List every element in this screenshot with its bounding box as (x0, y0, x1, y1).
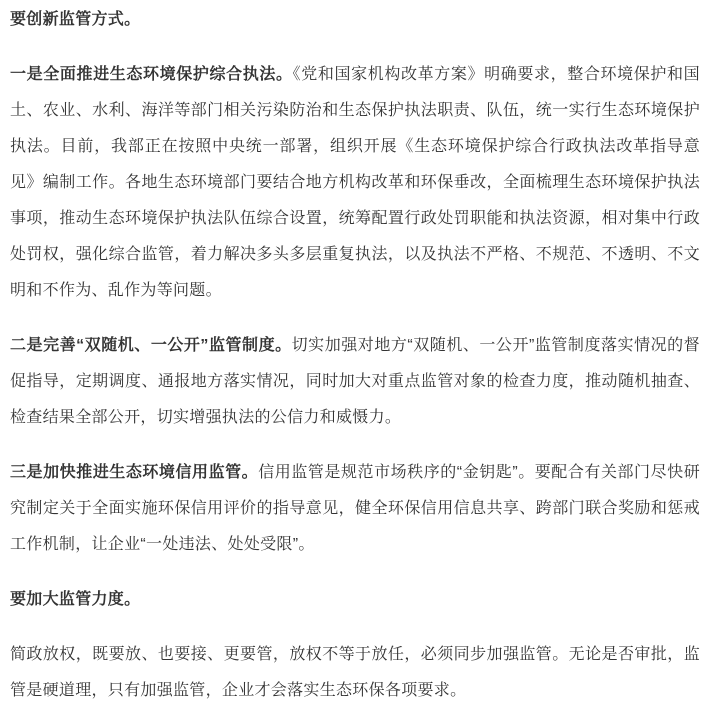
article-content (10, 2, 700, 709)
paragraph-body-text: 简政放权，既要放、也要接、更要管，放权不等于放任，必须同步加强监管。无论是否审批，监管是硬道理，只有加强监管，企业才会落实生态环保各项要求。 (10, 646, 700, 699)
paragraph-point-one (10, 57, 700, 309)
paragraph-lead: 要创新监管方式。 (10, 11, 141, 28)
paragraph-lead: 二是完善“双随机、一公开”监管制度。 (10, 337, 292, 354)
paragraph-heading-innovation (10, 2, 700, 38)
paragraph-lead: 一是全面推进生态环境保护综合执法。 (10, 66, 293, 83)
paragraph-lead: 三是加快推进生态环境信用监管。 (10, 464, 259, 481)
paragraph-closing (10, 637, 700, 709)
paragraph-point-three (10, 455, 700, 563)
paragraph-body-text: 切实加强对地方“双随机、一公开”监管制度落实情况的督促指导，定期调度、通报地方落实情况，同时加大对重点监管对象的检查力度，推动随机抽查、检查结果全部公开，切实增强执法的公信力和威慑力。 (10, 337, 700, 426)
paragraph-point-two (10, 328, 700, 436)
paragraph-body-text: 《党和国家机构改革方案》明确要求，整合环境保护和国土、农业、水利、海洋等部门相关污染防治和生态保护执法职责、队伍，统一实行生态环境保护执法。目前，我部正在按照中央统一部署，组织开展《生态环境保护综合行政执法改革指导意见》编制工作。各地生态环境部门要结合地方机构改革和环保垂改，全面梳理生态环境保护执法事项，推动生态环境保护执法队伍综合设置，统筹配置行政处罚职能和执法资源，相对集中行政处罚权，强化综合监管，着力解决多头多层重复执法，以及执法不严格、不规范、不透明、不文明和不作为、乱作为等问题。 (10, 66, 700, 299)
paragraph-body-text: 信用监管是规范市场秩序的“金钥匙”。要配合有关部门尽快研究制定关于全面实施环保信用评价的指导意见，健全环保信用信息共享、跨部门联合奖励和惩戒工作机制，让企业“一处违法、处处受限”。 (10, 464, 700, 553)
paragraph-heading-supervision (10, 582, 700, 618)
paragraph-lead: 要加大监管力度。 (10, 591, 141, 608)
